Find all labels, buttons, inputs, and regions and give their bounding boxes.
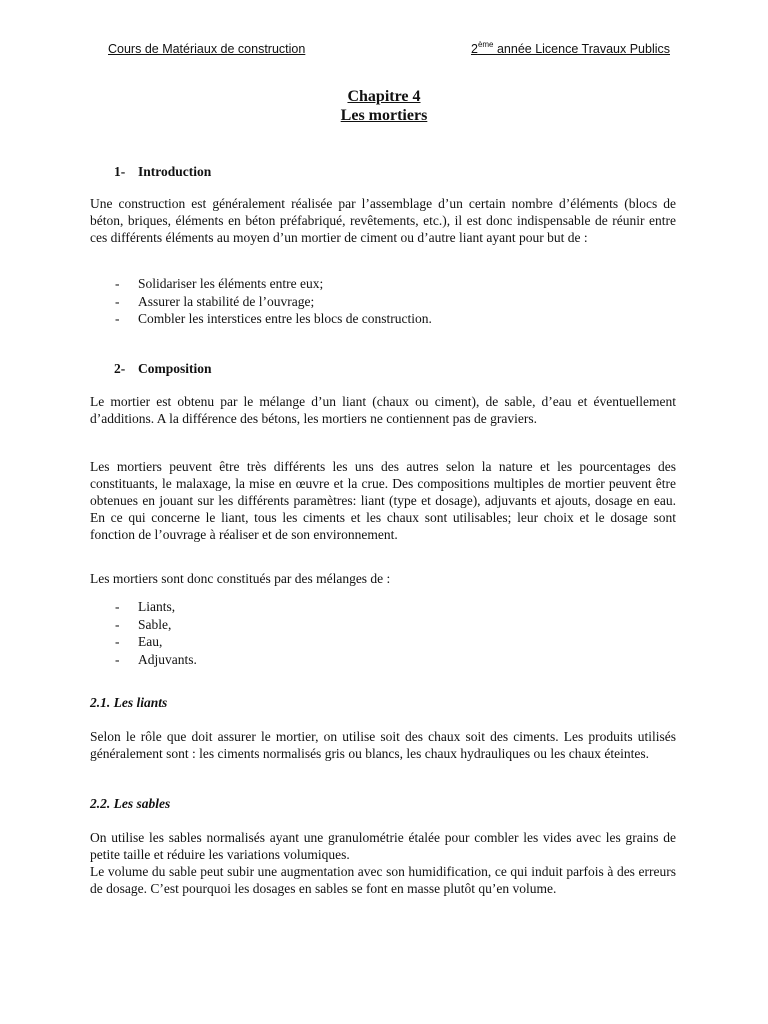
list-item: - Solidariser les éléments entre eux;: [90, 275, 676, 293]
list-item: - Eau,: [90, 633, 676, 651]
list-item: - Adjuvants.: [90, 651, 676, 669]
composition-body-2: [90, 458, 676, 543]
liants-paragraph: Selon le rôle que doit assurer le mortier, on utilise soit des chaux soit des ciments. Les produits utilisés généralement sont : les ciments normalisés gris ou blancs, les chaux hydrauliques ou les chaux éteintes.: [90, 729, 676, 761]
composition-paragraph-1: Le mortier est obtenu par le mélange d’un liant (chaux ou ciment), de sable, d’eau et éventuellement d’additions. A la différence des bétons, les mortiers ne contiennent pas de graviers.: [90, 394, 676, 426]
sables-paragraph-1: On utilise les sables normalisés ayant une granulométrie étalée pour combler les vides avec les grains de petite taille et réduire les variations volumiques.: [90, 830, 676, 862]
list-item: - Assurer la stabilité de l’ouvrage;: [90, 293, 676, 311]
chapter-title-block: [0, 87, 768, 125]
list-item: - Combler les interstices entre les blocs de construction.: [90, 310, 676, 328]
introduction-list-block: [90, 275, 676, 328]
composition-paragraph-3: Les mortiers sont donc constitués par des mélanges de :: [90, 571, 391, 586]
composition-body-1: [90, 393, 676, 427]
introduction-body: [90, 195, 676, 246]
list-item: - Sable,: [90, 616, 676, 634]
section-title: Composition: [138, 361, 212, 376]
subsection-heading-liants: 2.1. Les liants: [90, 695, 168, 710]
section-number: 2-: [114, 361, 126, 376]
composition-list: [90, 598, 676, 668]
section-title: Introduction: [138, 164, 212, 179]
program-title: [471, 41, 670, 57]
composition-paragraph-2: Les mortiers peuvent être très différents les uns des autres selon la nature et les pourcentages des constituants, le malaxage, la mise en œuvre et la crue. Des compositions multiples de mortier peuvent être obtenues en jouant sur les différents paramètres: liant (type et dosage), adjuvants et ajouts, dosage en eau. En ce qui concerne le liant, tous les ciments et les chaux sont utilisables; leur choix et le dosage sont fonction de l’ouvrage à réaliser et de son environnement.: [90, 459, 676, 542]
liants-body: [90, 728, 676, 762]
composition-list-block: [90, 598, 676, 668]
year-superscript: ème: [477, 39, 494, 49]
sables-body: [90, 829, 676, 897]
subsection-heading-sables: 2.2. Les sables: [90, 796, 171, 811]
chapter-number: Chapitre 4: [347, 88, 421, 105]
chapter-subject: Les mortiers: [340, 107, 428, 124]
course-title: Cours de Matériaux de construction: [108, 42, 306, 56]
section-number: 1-: [114, 164, 126, 179]
year-number: 2: [470, 42, 478, 56]
list-item: - Liants,: [90, 598, 676, 616]
introduction-paragraph: Une construction est généralement réalisée par l’assemblage d’un certain nombre d’éléments (blocs de béton, briques, éléments en béton préfabriqué, revêtements, etc.), il est donc indispensable de réunir entre ces différents éléments au moyen d’un mortier de ciment ou d’autre liant ayant pour but de :: [90, 196, 676, 245]
program-label: année Licence Travaux Publics: [493, 42, 670, 56]
sables-paragraph-2: Le volume du sable peut subir une augmentation avec son humidification, ce qui induit parfois à des erreurs de dosage. C’est pourquoi les dosages en sables se font en masse plutôt qu’en volume.: [90, 864, 676, 896]
section-heading-introduction: [114, 164, 211, 180]
composition-body-3: [90, 570, 676, 587]
section-heading-composition: [114, 361, 212, 377]
running-header: [108, 41, 670, 57]
introduction-list: [90, 275, 676, 328]
